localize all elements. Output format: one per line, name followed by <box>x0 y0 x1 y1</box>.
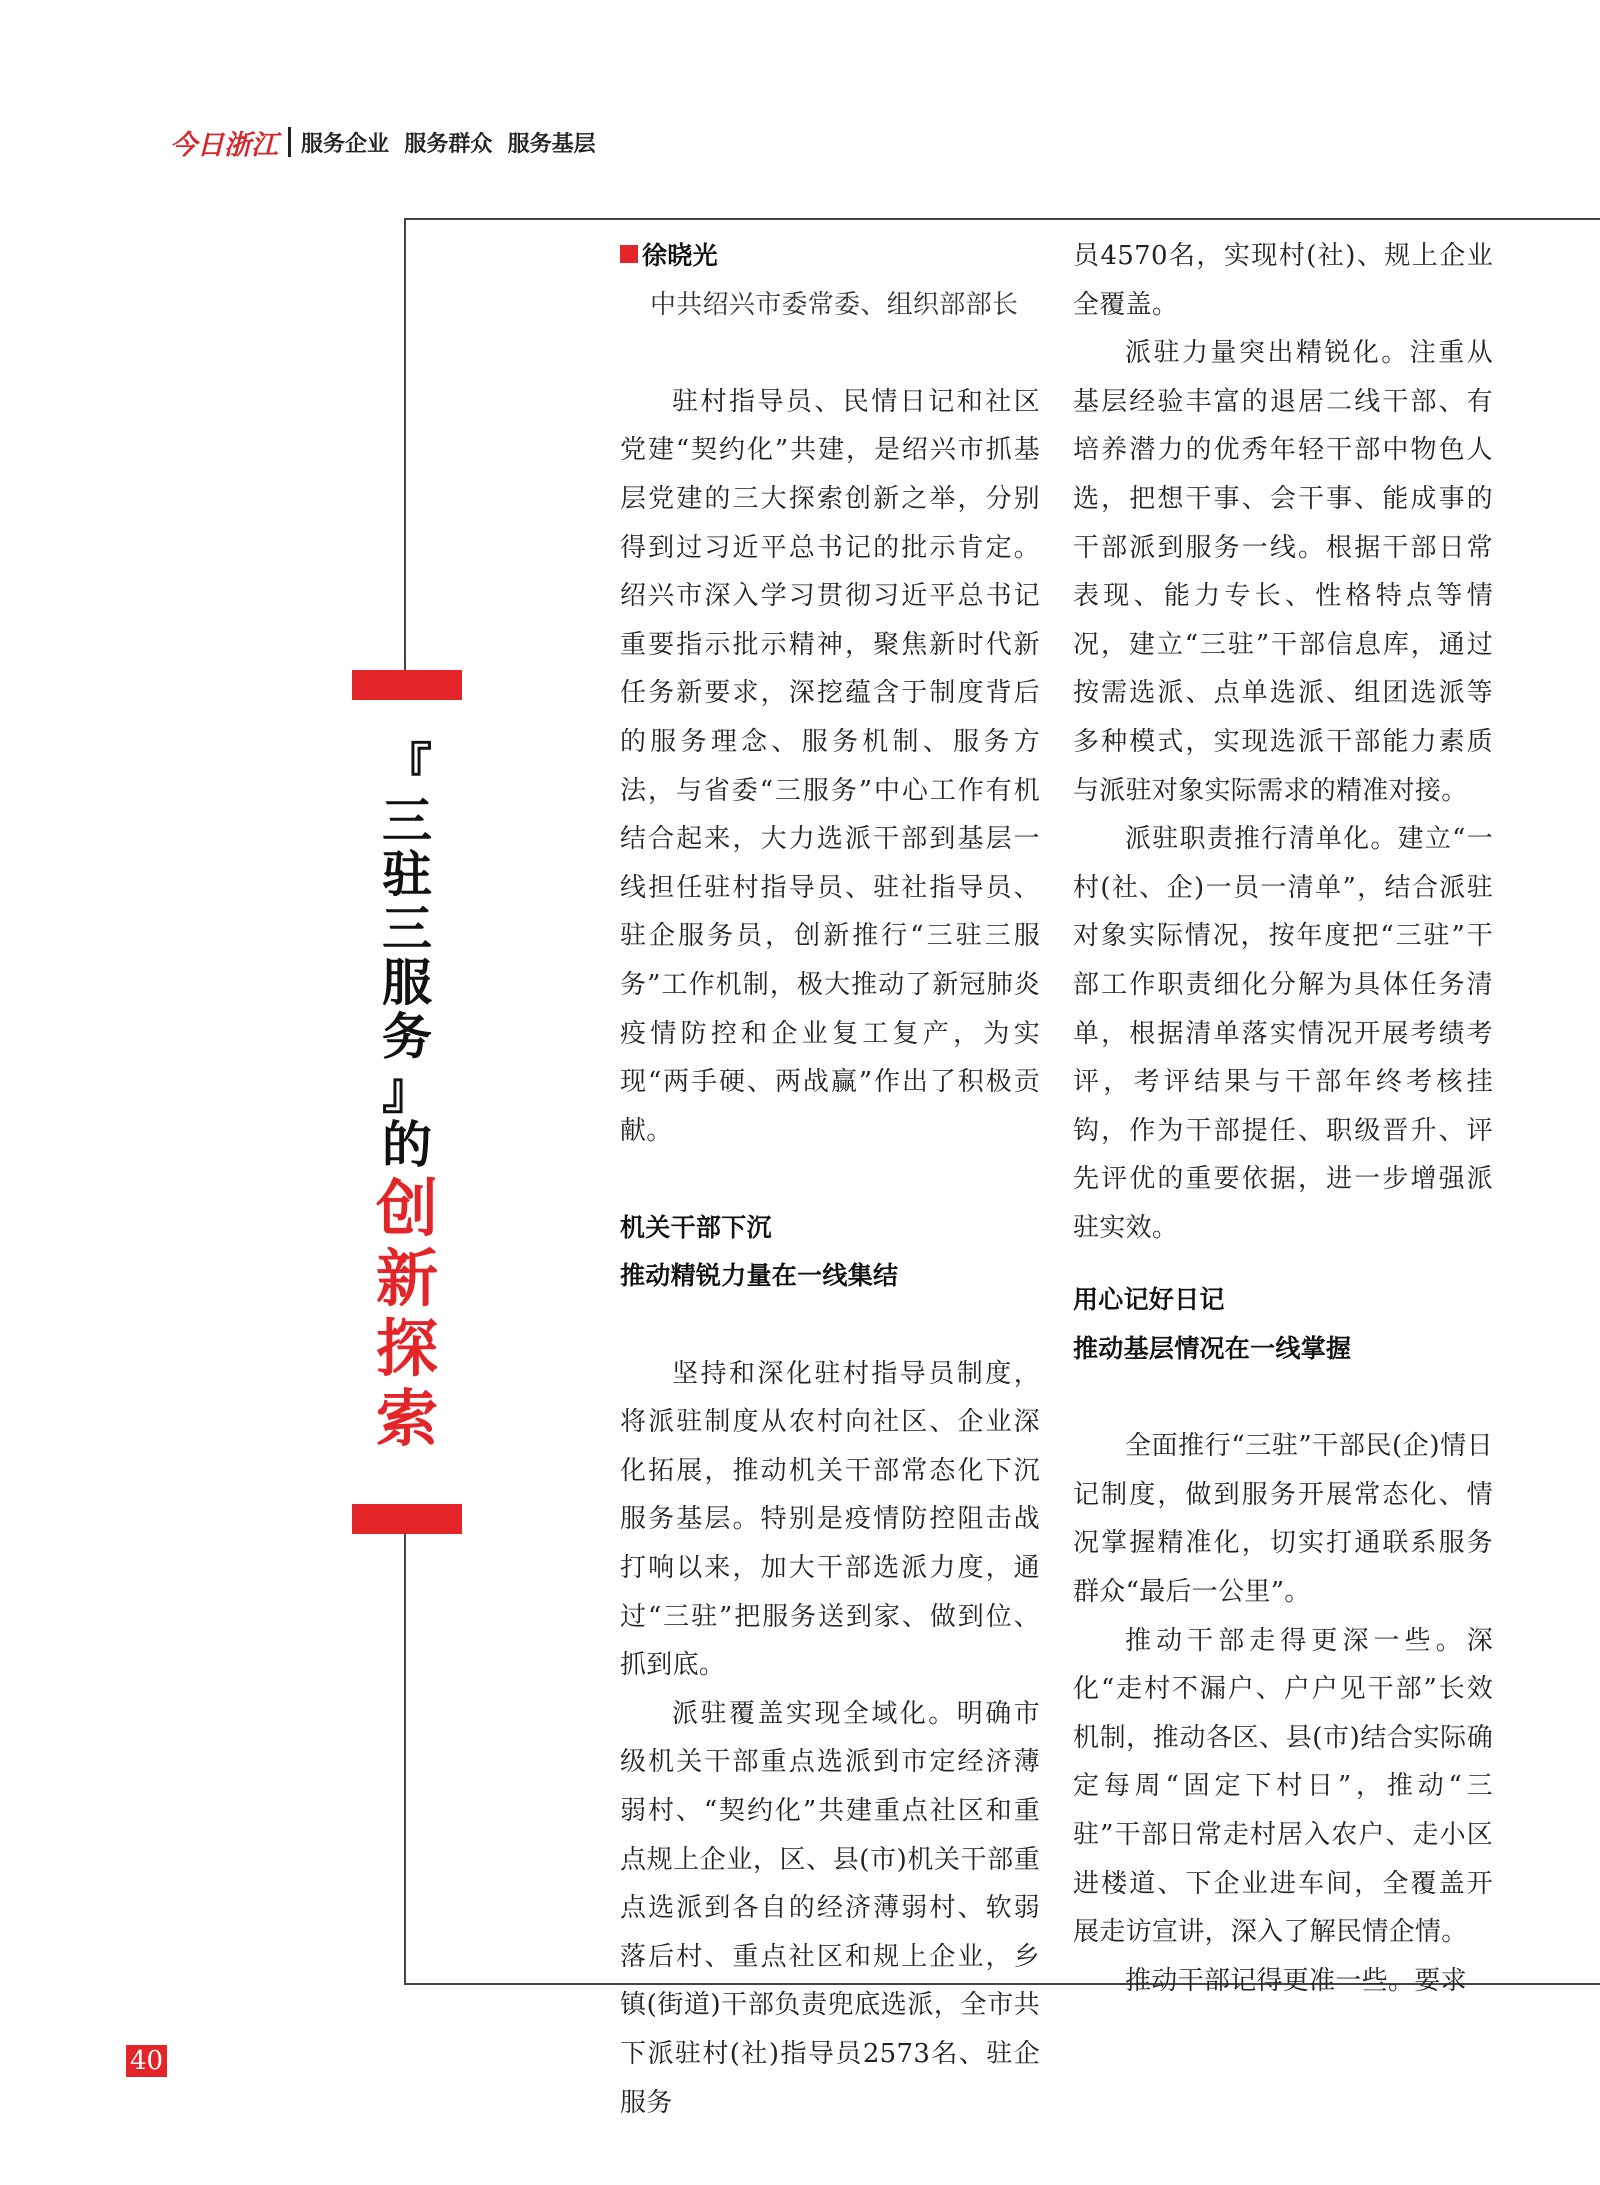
author-name: 徐晓光 <box>642 241 718 270</box>
title-char: 『 <box>382 738 432 796</box>
body-paragraph: 全面推行“三驻”干部民(企)情日记制度，做到服务开展常态化、情况掌握精准化，切实打通联系服务群众“最后一公里”。 <box>1073 1431 1493 1608</box>
frame-left-line-lower <box>404 1534 406 1985</box>
frame-top-line <box>404 218 1600 220</box>
header-divider <box>288 127 291 157</box>
title-char: 的 <box>382 1116 432 1174</box>
header-slogan: 服务企业 服务群众 服务基层 <box>301 131 596 157</box>
title-char: 驻 <box>382 846 432 904</box>
section-heading-1a: 机关干部下沉 <box>620 1212 772 1242</box>
author-line <box>620 232 1040 281</box>
title-char: 三 <box>382 792 432 850</box>
title-char-red: 索 <box>375 1382 438 1455</box>
title-char: 』 <box>382 1062 432 1120</box>
magazine-logo: 今日浙江 <box>170 129 278 161</box>
author-square-icon <box>620 245 638 263</box>
magazine-header <box>170 126 596 161</box>
body-paragraph: 派驻力量突出精锐化。注重从基层经验丰富的退居二线干部、有培养潜力的优秀年轻干部中物色人选，把想干事、会干事、能成事的干部派到服务一线。根据干部日常表现、能力专长、性格特点等情况，建立“三驻”干部信息库，通过按需选派、点单选派、组团选派等多种模式，实现选派干部能力素质与派驻对象实际需求的精准对接。 <box>1073 338 1493 806</box>
section-heading-1b: 推动精锐力量在一线集结 <box>620 1261 899 1291</box>
title-char: 三 <box>382 900 432 958</box>
article-title <box>372 738 442 1455</box>
body-paragraph: 坚持和深化驻村指导员制度，将派驻制度从农村向社区、企业深化拓展，推动机关干部常态化下沉服务基层。特别是疫情防控阻击战打响以来，加大干部选派力度，通过“三驻”把服务送到家、做到位、抓到底。 <box>620 1358 1040 1681</box>
title-char-red: 创 <box>375 1172 438 1245</box>
text-column-1 <box>620 232 1040 2127</box>
red-accent-bar-bottom <box>352 1504 462 1534</box>
page-number: 40 <box>126 2045 167 2077</box>
body-paragraph: 推动干部走得更深一些。深化“走村不漏户、户户见干部”长效机制，推动各区、县(市)结合实际确定每周“固定下村日”，推动“三驻”干部日常走村居入农户、走小区进楼道、下企业进车间，全覆盖开展走访宣讲，深入了解民情企情。 <box>1073 1625 1493 1948</box>
body-paragraph: 派驻职责推行清单化。建立“一村(社、企)一员一清单”，结合派驻对象实际情况，按年度把“三驻”干部工作职责细化分解为具体任务清单，根据清单落实情况开展考绩考评，考评结果与干部年终考核挂钩，作为干部提任、职级晋升、评先评优的重要依据，进一步增强派驻实效。 <box>1073 824 1493 1243</box>
title-char: 服 <box>382 954 432 1012</box>
section-heading-2b: 推动基层情况在一线掌握 <box>1073 1334 1352 1364</box>
body-paragraph-continued: 员4570名，实现村(社)、规上企业全覆盖。 <box>1073 241 1493 320</box>
text-column-2 <box>1073 232 1493 2005</box>
body-paragraph: 派驻覆盖实现全域化。明确市级机关干部重点选派到市定经济薄弱村、“契约化”共建重点社区和重点规上企业，区、县(市)机关干部重点选派到各自的经济薄弱村、软弱落后村、重点社区和规上企业，乡镇(街道)干部负责兜底选派，全市共下派驻村(社)指导员2573名、驻企服务 <box>620 1698 1040 2118</box>
body-paragraph: 推动干部记得更准一些。要求 <box>1125 1965 1467 1996</box>
section-heading-2a: 用心记好日记 <box>1073 1285 1225 1315</box>
author-affiliation: 中共绍兴市委常委、组织部部长 <box>650 289 1019 320</box>
title-char-red: 新 <box>375 1242 438 1315</box>
red-accent-bar-top <box>352 670 462 700</box>
title-char-red: 探 <box>375 1312 438 1385</box>
frame-left-line-upper <box>404 218 406 670</box>
intro-paragraph: 驻村指导员、民情日记和社区党建“契约化”共建，是绍兴市抓基层党建的三大探索创新之举，分别得到过习近平总书记的批示肯定。绍兴市深入学习贯彻习近平总书记重要指示批示精神，聚焦新时代新任务新要求，深挖蕴含于制度背后的服务理念、服务机制、服务方法，与省委“三服务”中心工作有机结合起来，大力选派干部到基层一线担任驻村指导员、驻社指导员、驻企服务员，创新推行“三驻三服务”工作机制，极大推动了新冠肺炎疫情防控和企业复工复产，为实现“两手硬、两战赢”作出了积极贡献。 <box>620 386 1040 1146</box>
title-char: 务 <box>382 1008 432 1066</box>
